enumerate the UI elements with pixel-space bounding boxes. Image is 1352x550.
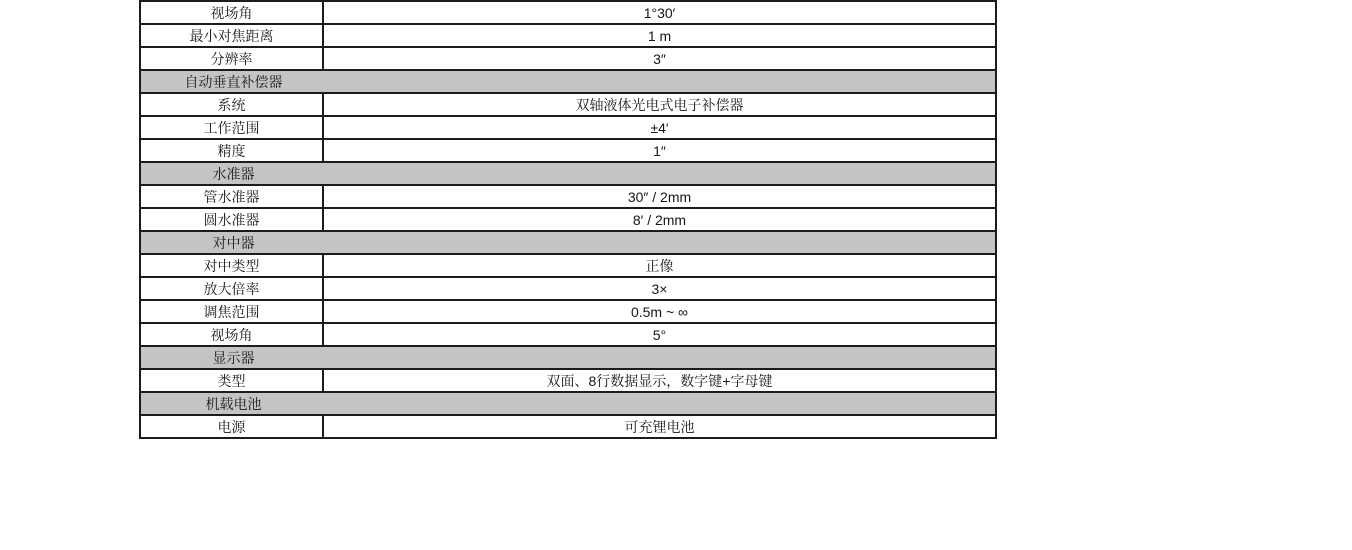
- spec-value-cell: 可充锂电池: [624, 418, 695, 435]
- spec-row: [141, 255, 995, 278]
- spec-label-cell: 管水准器: [141, 186, 324, 207]
- spec-label-cell: 圆水准器: [141, 209, 324, 230]
- section-header-row: [141, 163, 995, 186]
- spec-label-cell: 工作范围: [141, 117, 324, 138]
- spec-value-cell: ±4′: [650, 119, 669, 136]
- spec-value-cell: 30″ / 2mm: [627, 188, 692, 205]
- spec-label-cell: 对中类型: [141, 255, 324, 276]
- spec-row: [141, 209, 995, 232]
- spec-label-cell: 视场角: [141, 324, 324, 345]
- section-header-label: 机载电池: [205, 395, 262, 412]
- spec-row: [141, 186, 995, 209]
- spec-value-cell: 3×: [651, 280, 668, 297]
- spec-value-cell: 正像: [645, 257, 674, 274]
- spec-label-cell: 分辨率: [141, 48, 324, 69]
- spec-label-cell: 精度: [141, 140, 324, 161]
- spec-row: [141, 94, 995, 117]
- spec-label-cell: 调焦范围: [141, 301, 324, 322]
- section-header-label: 水准器: [212, 165, 255, 182]
- spec-value-cell: 1″: [653, 142, 666, 159]
- spec-row: [141, 324, 995, 347]
- section-header-label: 显示器: [212, 349, 255, 366]
- spec-row: [141, 416, 995, 437]
- spec-value-cell: 双轴液体光电式电子补偿器: [575, 96, 744, 113]
- spec-row: [141, 25, 995, 48]
- spec-value-cell: 5°: [652, 326, 667, 343]
- section-header-row: [141, 71, 995, 94]
- spec-label-cell: 系统: [141, 94, 324, 115]
- section-header-label: 对中器: [212, 234, 255, 251]
- spec-label-cell: 类型: [141, 370, 324, 391]
- section-header-row: [141, 347, 995, 370]
- spec-label-cell: 最小对焦距离: [141, 25, 324, 46]
- spec-value-cell: 1°30′: [643, 4, 676, 21]
- spec-row: [141, 301, 995, 324]
- spec-row: [141, 370, 995, 393]
- spec-table: [139, 0, 997, 439]
- section-header-row: [141, 232, 995, 255]
- spec-row: [141, 48, 995, 71]
- spec-value-cell: 0.5m ~ ∞: [630, 303, 689, 320]
- section-header-label: 自动垂直补偿器: [184, 73, 283, 90]
- spec-value-cell: 8′ / 2mm: [632, 211, 687, 228]
- spec-value-cell: 1 m: [647, 27, 672, 44]
- spec-label-cell: 放大倍率: [141, 278, 324, 299]
- spec-value-cell: 3″: [653, 50, 666, 67]
- section-header-row: [141, 393, 995, 416]
- spec-row: [141, 140, 995, 163]
- spec-row: [141, 278, 995, 301]
- spec-row: [141, 117, 995, 140]
- spec-label-cell: 电源: [141, 416, 324, 437]
- spec-row: [141, 2, 995, 25]
- spec-label-cell: 视场角: [141, 2, 324, 23]
- spec-value-cell: 双面、8行数据显示，数字键+字母键: [546, 372, 773, 389]
